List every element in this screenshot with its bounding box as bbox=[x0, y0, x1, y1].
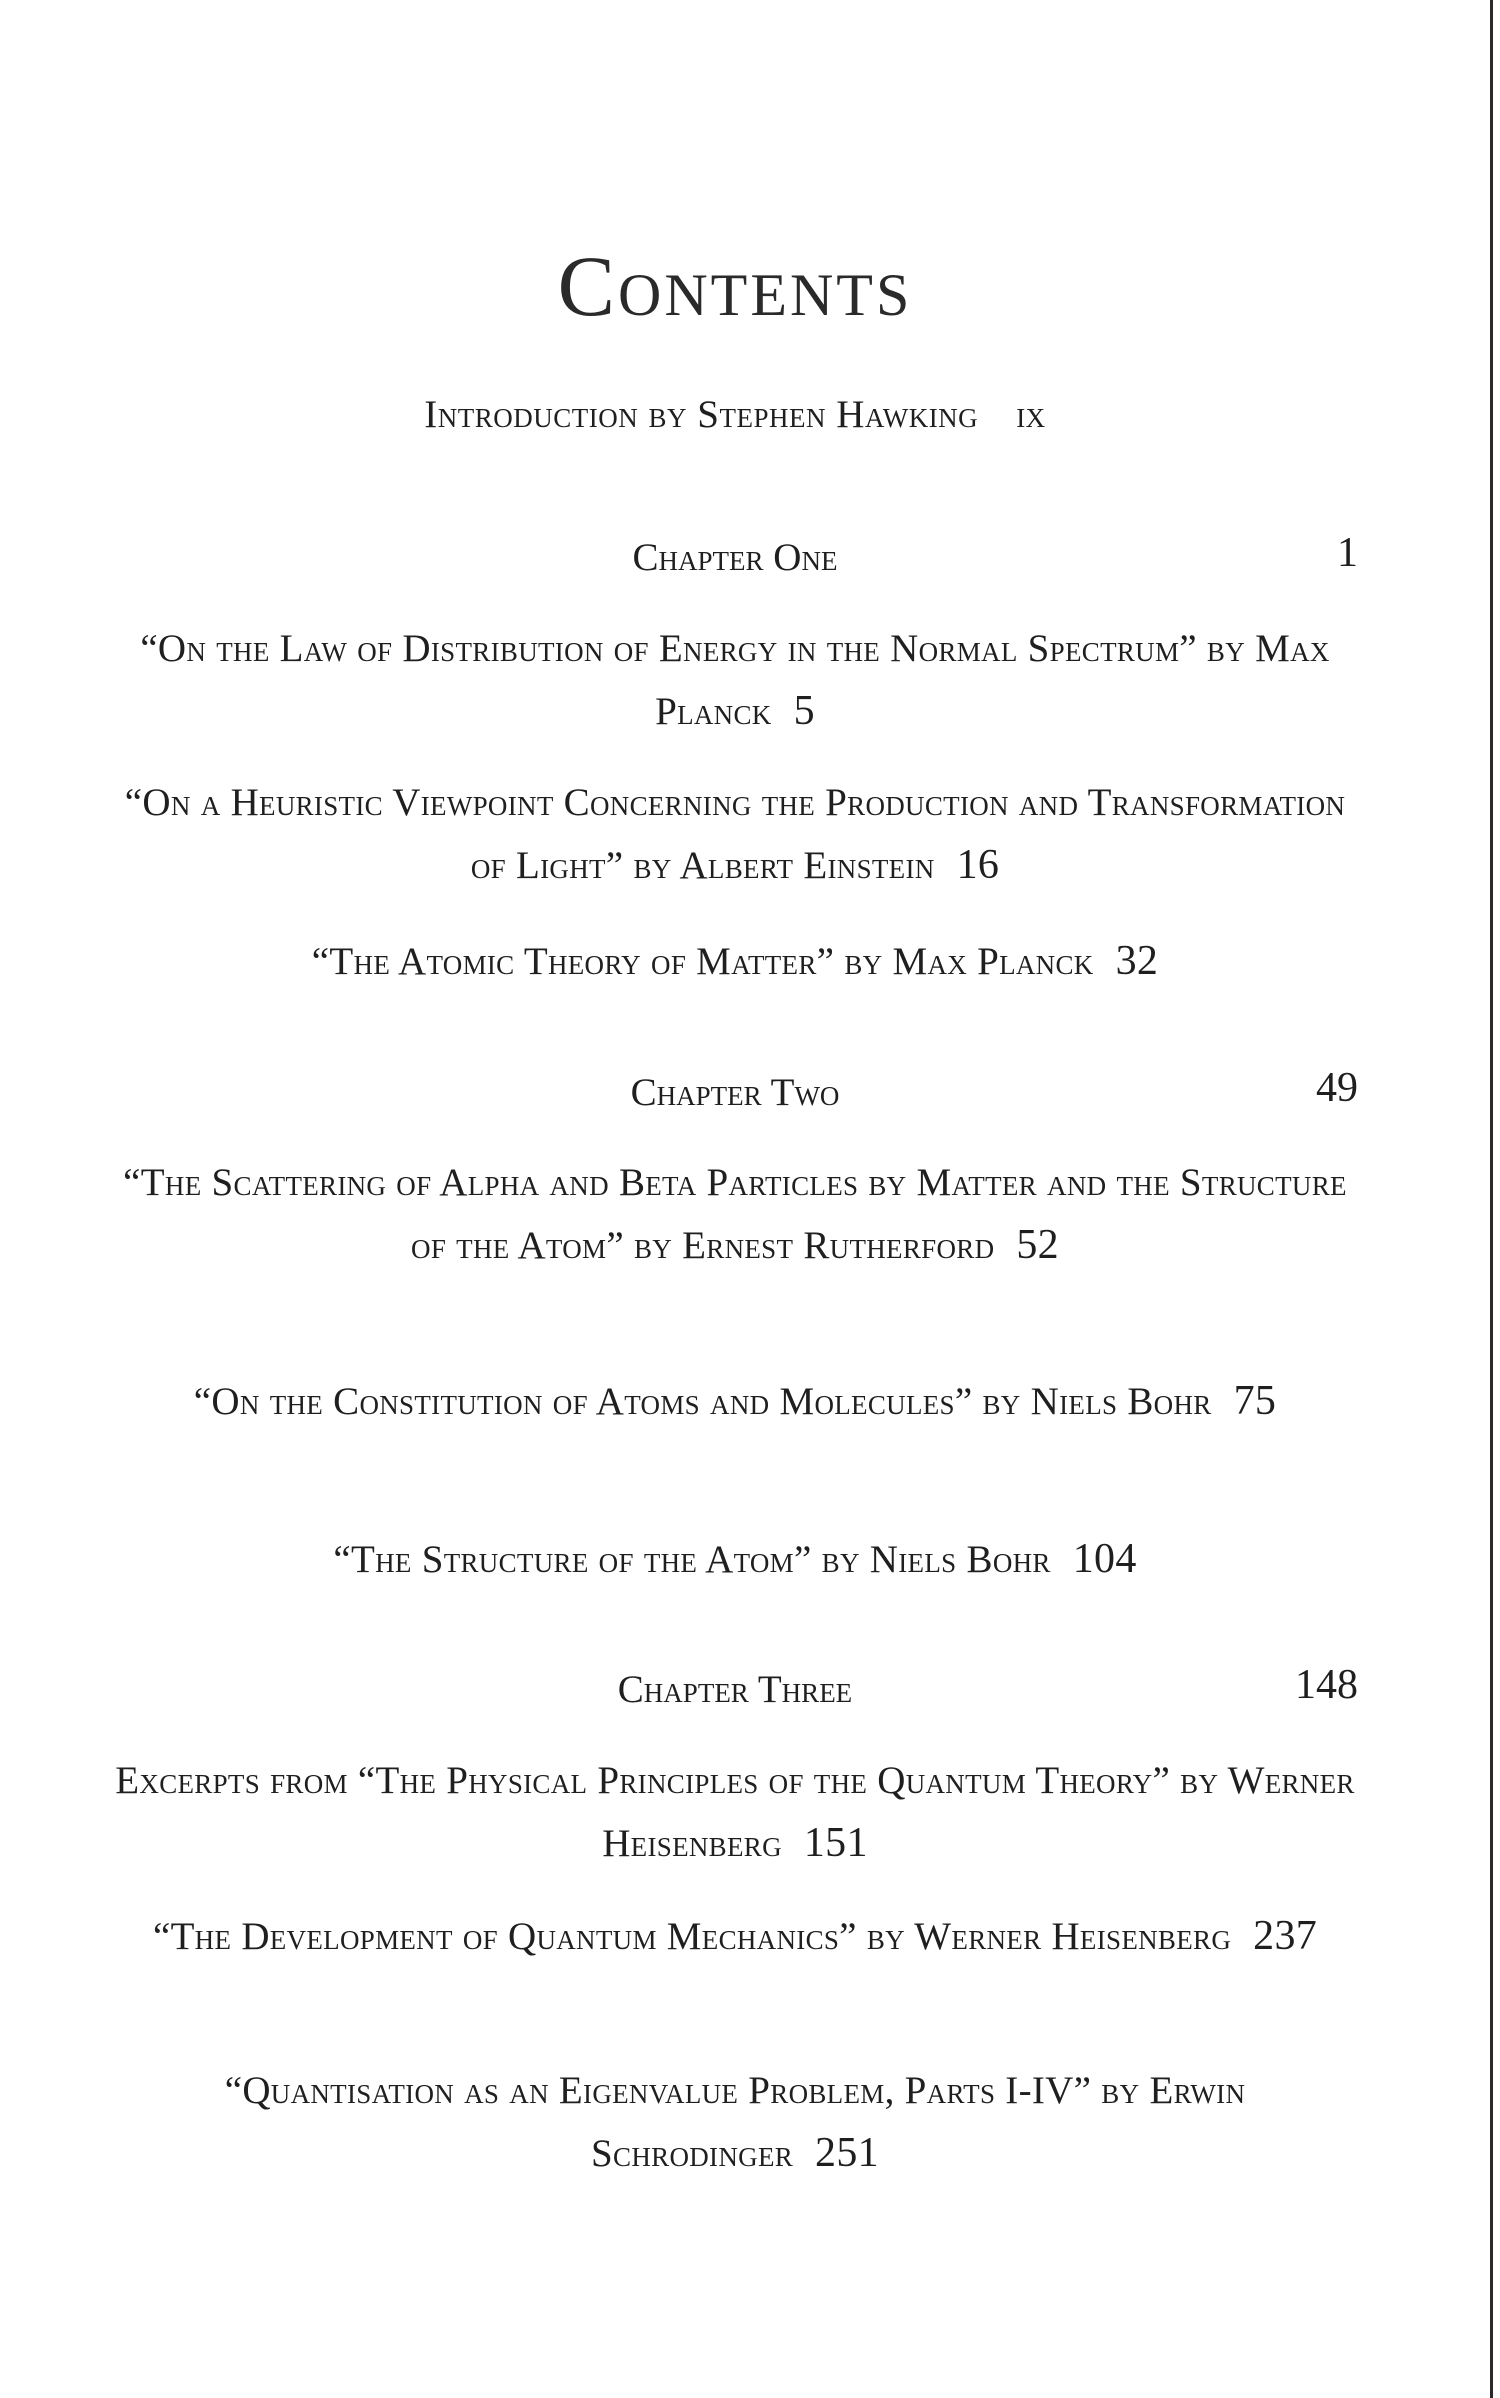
toc-page-number: 16 bbox=[956, 842, 1000, 888]
toc-entry-introduction[interactable] bbox=[0, 395, 1470, 434]
toc-entry-text: “The Structure of the Atom” by Niels Bohr bbox=[333, 1538, 1051, 1581]
toc-page-number: 75 bbox=[1233, 1378, 1277, 1424]
chapter-label: Chapter Two bbox=[630, 1071, 840, 1114]
toc-entry-text: “The Development of Quantum Mechanics” by Werner Heisenberg bbox=[152, 1915, 1232, 1958]
toc-entry[interactable] bbox=[110, 930, 1360, 993]
page-edge-line bbox=[1490, 0, 1493, 2398]
toc-entry[interactable] bbox=[110, 1528, 1360, 1591]
chapter-page-number: 49 bbox=[1316, 1065, 1358, 1111]
toc-entry-text: “The Scattering of Alpha and Beta Particles by Matter and the Structure of the Atom” by Ernest Rutherford bbox=[123, 1161, 1347, 1267]
toc-entry-text: “The Atomic Theory of Matter” by Max Planck bbox=[311, 940, 1094, 983]
toc-entry-text: “On a Heuristic Viewpoint Concerning the Production and Transformation of Light” by Albert Einstein bbox=[124, 781, 1346, 887]
toc-page-number: 5 bbox=[793, 688, 815, 734]
toc-entry-text: “On the Law of Distribution of Energy in the Normal Spectrum” by Max Planck bbox=[140, 627, 1330, 733]
toc-entry-text: Introduction by Stephen Hawking bbox=[424, 393, 979, 436]
toc-page-number: 251 bbox=[815, 2130, 879, 2176]
toc-entry-text: Excerpts from “The Physical Principles of the Quantum Theory” by Werner Heisenberg bbox=[115, 1759, 1355, 1865]
toc-entry[interactable] bbox=[110, 1905, 1360, 1968]
toc-page-number: ix bbox=[1016, 393, 1046, 436]
toc-entry[interactable] bbox=[110, 1750, 1360, 1875]
page-title: Contents bbox=[557, 237, 913, 334]
toc-page-number: 237 bbox=[1253, 1913, 1318, 1959]
toc-entry[interactable] bbox=[110, 772, 1360, 897]
chapter-page-number: 1 bbox=[1337, 530, 1358, 576]
toc-page-number: 151 bbox=[803, 1820, 868, 1866]
toc-entry[interactable] bbox=[110, 1370, 1360, 1433]
toc-entry-text: “On the Constitution of Atoms and Molecules” by Niels Bohr bbox=[193, 1380, 1212, 1423]
toc-page-number: 104 bbox=[1072, 1536, 1137, 1582]
toc-entry[interactable] bbox=[110, 2060, 1360, 2185]
toc-page-number: 52 bbox=[1016, 1222, 1059, 1268]
chapter-label: Chapter Three bbox=[617, 1668, 853, 1711]
toc-entry[interactable] bbox=[110, 1152, 1360, 1277]
toc-page-number: 32 bbox=[1115, 938, 1159, 984]
chapter-page-number: 148 bbox=[1295, 1662, 1358, 1708]
toc-entry-text: “Quantisation as an Eigenvalue Problem, Parts I-IV” by Erwin Schrodinger bbox=[224, 2069, 1246, 2175]
toc-entry[interactable] bbox=[110, 618, 1360, 743]
chapter-label: Chapter One bbox=[632, 536, 838, 579]
